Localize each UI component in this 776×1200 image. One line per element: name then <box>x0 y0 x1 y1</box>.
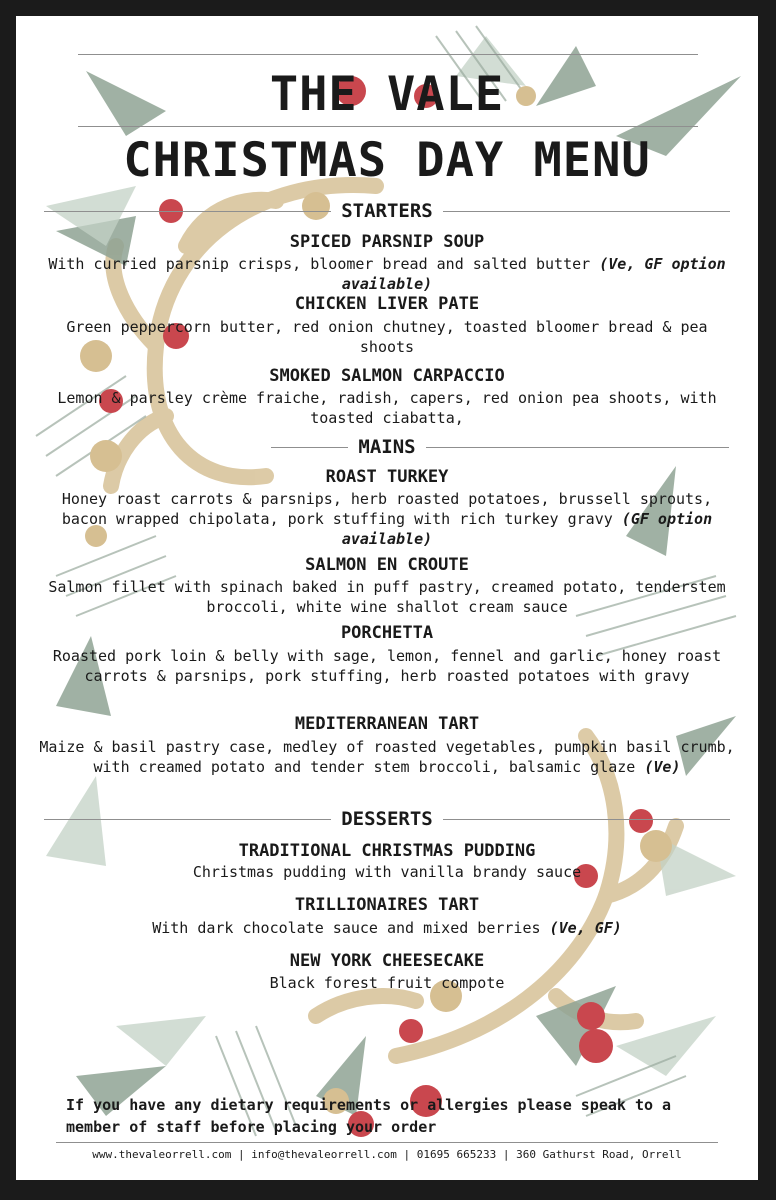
dish-description: Lemon & parsley crème fraiche, radish, capers, red onion pea shoots, with toasted ciabatta, <box>57 389 717 427</box>
dish-name: PORCHETTA <box>340 623 434 643</box>
dish-name: ROAST TURKEY <box>325 467 449 487</box>
dish-name: MEDITERRANEAN TART <box>294 714 480 734</box>
dish-description: Salmon fillet with spinach baked in puff pastry, creamed potato, tenderstem broccoli, white wine shallot cream sauce <box>48 578 726 616</box>
dish-name: SPICED PARSNIP SOUP <box>289 232 485 252</box>
allergy-note: If you have any dietary requirements or allergies please speak to a member of staff before placing your order <box>66 1096 672 1136</box>
menu-page <box>16 16 758 1180</box>
dish-description: Roasted pork loin & belly with sage, lemon, fennel and garlic, honey roast carrots & parsnips, pork stuffing, herb roasted potatoes with gravy <box>52 647 722 685</box>
dish-description: Christmas pudding with vanilla brandy sauce <box>192 863 582 881</box>
venue-title: THE VALE <box>269 67 505 122</box>
dish-name: SMOKED SALMON CARPACCIO <box>269 366 505 386</box>
title-middle-rule <box>78 126 698 127</box>
dish-description: With dark chocolate sauce and mixed berries (Ve, GF) <box>152 919 622 937</box>
starters-heading: STARTERS <box>16 199 758 223</box>
dish-description: With curried parsnip crisps, bloomer bread and salted butter (Ve, GF option available) <box>48 255 726 293</box>
dish-description: Maize & basil pastry case, medley of roasted vegetables, pumpkin basil crumb, with creamed potato and tender stem broccoli, balsamic glaze (Ve) <box>39 738 735 776</box>
mains-heading: MAINS <box>16 435 758 459</box>
footer-rule <box>56 1142 718 1143</box>
dish-description: Black forest fruit compote <box>269 974 505 992</box>
dish-name: CHICKEN LIVER PATE <box>294 294 480 314</box>
menu-title: CHRISTMAS DAY MENU <box>123 133 651 188</box>
dish-name: SALMON EN CROUTE <box>305 555 469 575</box>
dish-name: TRADITIONAL CHRISTMAS PUDDING <box>238 841 536 861</box>
dietary-note: (Ve, GF option available) <box>341 255 726 293</box>
contact-footer: www.thevaleorrell.com | info@thevaleorrell.com | 01695 665233 | 360 Gathurst Road, Orrell <box>92 1148 682 1161</box>
dish-description: Honey roast carrots & parsnips, herb roasted potatoes, brussell sprouts, bacon wrapped chipolata, pork stuffing with rich turkey gravy (GF option available) <box>61 490 713 548</box>
dish-name: TRILLIONAIRES TART <box>294 895 480 915</box>
dietary-note: (Ve) <box>644 758 681 776</box>
menu-content <box>16 16 758 1180</box>
dietary-note: (GF option available) <box>341 510 713 548</box>
title-top-rule <box>78 54 698 55</box>
dietary-note: (Ve, GF) <box>549 919 622 937</box>
dish-name: NEW YORK CHEESECAKE <box>289 951 485 971</box>
desserts-heading: DESSERTS <box>16 807 758 831</box>
dish-description: Green peppercorn butter, red onion chutney, toasted bloomer bread & pea shoots <box>66 318 708 356</box>
